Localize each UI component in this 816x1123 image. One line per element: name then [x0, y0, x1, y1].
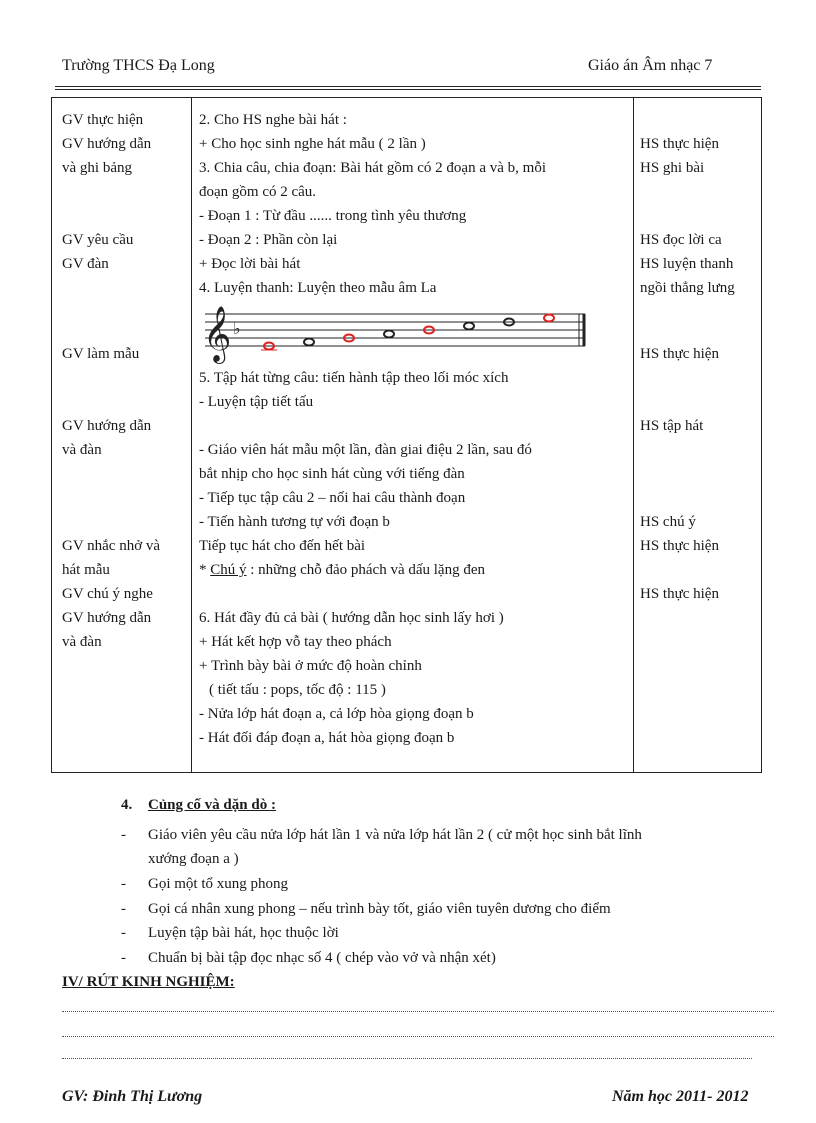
- student-line: [640, 558, 760, 582]
- section4-item: Chuẩn bị bài tập đọc nhạc số 4 ( chép vào vở và nhận xét): [148, 950, 496, 966]
- bullet-dash: -: [121, 925, 126, 941]
- student-line: HS tập hát: [640, 418, 704, 434]
- content-line: - Giáo viên hát mẫu một lần, đàn giai điệu 2 lần, sau đó: [199, 442, 532, 458]
- content-line: - Đoạn 2 : Phần còn lại: [199, 232, 338, 248]
- student-line: [640, 438, 760, 462]
- content-line: Tiếp tục hát cho đến hết bài: [199, 538, 366, 554]
- content-line: ( tiết tấu : pops, tốc độ : 115 ): [209, 682, 386, 698]
- header-rule-2: [55, 89, 761, 90]
- note: [384, 331, 394, 338]
- teacher-line: GV làm mẫu: [62, 346, 140, 362]
- subject-title: Giáo án Âm nhạc 7: [588, 57, 713, 74]
- treble-clef-icon: 𝄞: [203, 306, 232, 362]
- teacher-line: GV nhắc nhở và: [62, 538, 161, 554]
- school-year: Năm học 2011- 2012: [612, 1088, 749, 1105]
- section4-number: 4.: [121, 797, 133, 813]
- teacher-line: [62, 510, 187, 534]
- music-staff: [199, 300, 629, 366]
- lesson-table: [51, 97, 762, 773]
- content-line: bắt nhịp cho học sinh hát cùng với tiếng đàn: [199, 466, 465, 482]
- content-line: 4. Luyện thanh: Luyện theo mẫu âm La: [199, 280, 437, 296]
- note-label: Chú ý: [210, 562, 247, 578]
- content-line: 6. Hát đầy đủ cả bài ( hướng dẫn học sinh lấy hơi ): [199, 610, 504, 626]
- teacher-line: GV hướng dẫn: [62, 418, 152, 434]
- teacher-line: [62, 204, 187, 228]
- teacher-line: [62, 462, 187, 486]
- content-line: - Luyện tập tiết tấu: [199, 394, 314, 410]
- teacher-line: GV hướng dẫn: [62, 136, 152, 152]
- teacher-line: [62, 180, 187, 204]
- teacher-activity-column: [62, 108, 187, 654]
- student-line: HS chú ý: [640, 514, 696, 530]
- dotted-line: [62, 1058, 752, 1059]
- section4-item: Luyện tập bài hát, học thuộc lời: [148, 925, 339, 941]
- section4-item: xướng đoạn a ): [148, 851, 239, 867]
- student-line: HS thực hiện: [640, 538, 719, 554]
- flat-icon: ♭: [233, 319, 241, 338]
- school-name: Trường THCS Đạ Long: [62, 57, 215, 74]
- section4-item: Giáo viên yêu cầu nửa lớp hát lần 1 và nửa lớp hát lần 2 ( cử một học sinh bắt lĩnh: [148, 827, 642, 843]
- student-line: [640, 486, 760, 510]
- teacher-line: và đàn: [62, 634, 102, 650]
- content-line: - Tiến hành tương tự với đoạn b: [199, 514, 390, 530]
- teacher-line: và đàn: [62, 442, 102, 458]
- column-divider-1: [191, 98, 192, 772]
- column-divider-2: [633, 98, 634, 772]
- content-line: đoạn gồm có 2 câu.: [199, 184, 317, 200]
- student-line: ngồi thẳng lưng: [640, 280, 735, 296]
- bullet-dash: -: [121, 827, 126, 843]
- teacher-line: [62, 390, 187, 414]
- student-line: HS luyện thanh: [640, 256, 734, 272]
- section4-title: Củng cố và dặn dò :: [148, 797, 276, 813]
- teacher-line: GV chú ý nghe: [62, 586, 153, 602]
- content-line: - Tiếp tục tập câu 2 – nối hai câu thành đoạn: [199, 490, 466, 506]
- section-iv-title: IV/ RÚT KINH NGHIỆM:: [62, 974, 235, 990]
- content-line: - Hát đối đáp đoạn a, hát hòa giọng đoạn b: [199, 730, 455, 746]
- teacher-name: GV: Đinh Thị Lương: [62, 1088, 203, 1105]
- bullet-dash: -: [121, 950, 126, 966]
- content-line: + Hát kết hợp vỗ tay theo phách: [199, 634, 392, 650]
- header-rule: [55, 86, 761, 87]
- vocal-exercise-staff: [199, 300, 591, 366]
- student-line: HS đọc lời ca: [640, 232, 722, 248]
- content-line: + Cho học sinh nghe hát mẫu ( 2 lần ): [199, 136, 426, 152]
- student-line: HS ghi bài: [640, 160, 705, 176]
- content-line: 5. Tập hát từng câu: tiến hành tập theo lối móc xích: [199, 370, 509, 386]
- teacher-line: và ghi bảng: [62, 160, 132, 176]
- content-line: - Nửa lớp hát đoạn a, cả lớp hòa giọng đoạn b: [199, 706, 474, 722]
- note-prefix: *: [199, 562, 211, 578]
- note-text: : những chỗ đảo phách và dấu lặng đen: [246, 562, 485, 578]
- content-line: + Đọc lời bài hát: [199, 256, 301, 272]
- content-column: [199, 108, 629, 750]
- student-line: [640, 366, 760, 390]
- section4-item: Gọi một tổ xung phong: [148, 876, 289, 892]
- teacher-line: [62, 276, 187, 300]
- content-line: 3. Chia câu, chia đoạn: Bài hát gồm có 2 đoạn a và b, mỗi: [199, 160, 546, 176]
- bullet-dash: -: [121, 876, 126, 892]
- student-line: HS thực hiện: [640, 136, 719, 152]
- teacher-line: hát mẫu: [62, 562, 110, 578]
- teacher-line: GV thực hiện: [62, 112, 144, 128]
- dotted-line: [62, 1011, 774, 1012]
- section4-item: Gọi cá nhân xung phong – nếu trình bày tốt, giáo viên tuyên dương cho điểm: [148, 901, 611, 917]
- note: [304, 339, 314, 346]
- student-activity-column: [640, 108, 760, 606]
- bullet-dash: -: [121, 901, 126, 917]
- dotted-line: [62, 1036, 774, 1037]
- content-line-note: [199, 558, 629, 582]
- student-line: [640, 462, 760, 486]
- teacher-line: [62, 486, 187, 510]
- teacher-line: GV yêu cầu: [62, 232, 134, 248]
- content-line: 2. Cho HS nghe bài hát :: [199, 112, 347, 128]
- student-line: [640, 204, 760, 228]
- teacher-line: GV đàn: [62, 256, 109, 272]
- student-line: HS thực hiện: [640, 586, 719, 602]
- content-line: + Trình bày bài ở mức độ hoàn chỉnh: [199, 658, 422, 674]
- content-line: - Đoạn 1 : Từ đầu ...... trong tình yêu thương: [199, 208, 467, 224]
- student-line: HS thực hiện: [640, 346, 719, 362]
- student-line: [640, 390, 760, 414]
- student-line: [640, 180, 760, 204]
- teacher-line: [62, 366, 187, 390]
- student-line: [640, 108, 760, 132]
- note: [464, 323, 474, 330]
- teacher-line: GV hướng dẫn: [62, 610, 152, 626]
- note: [544, 315, 554, 322]
